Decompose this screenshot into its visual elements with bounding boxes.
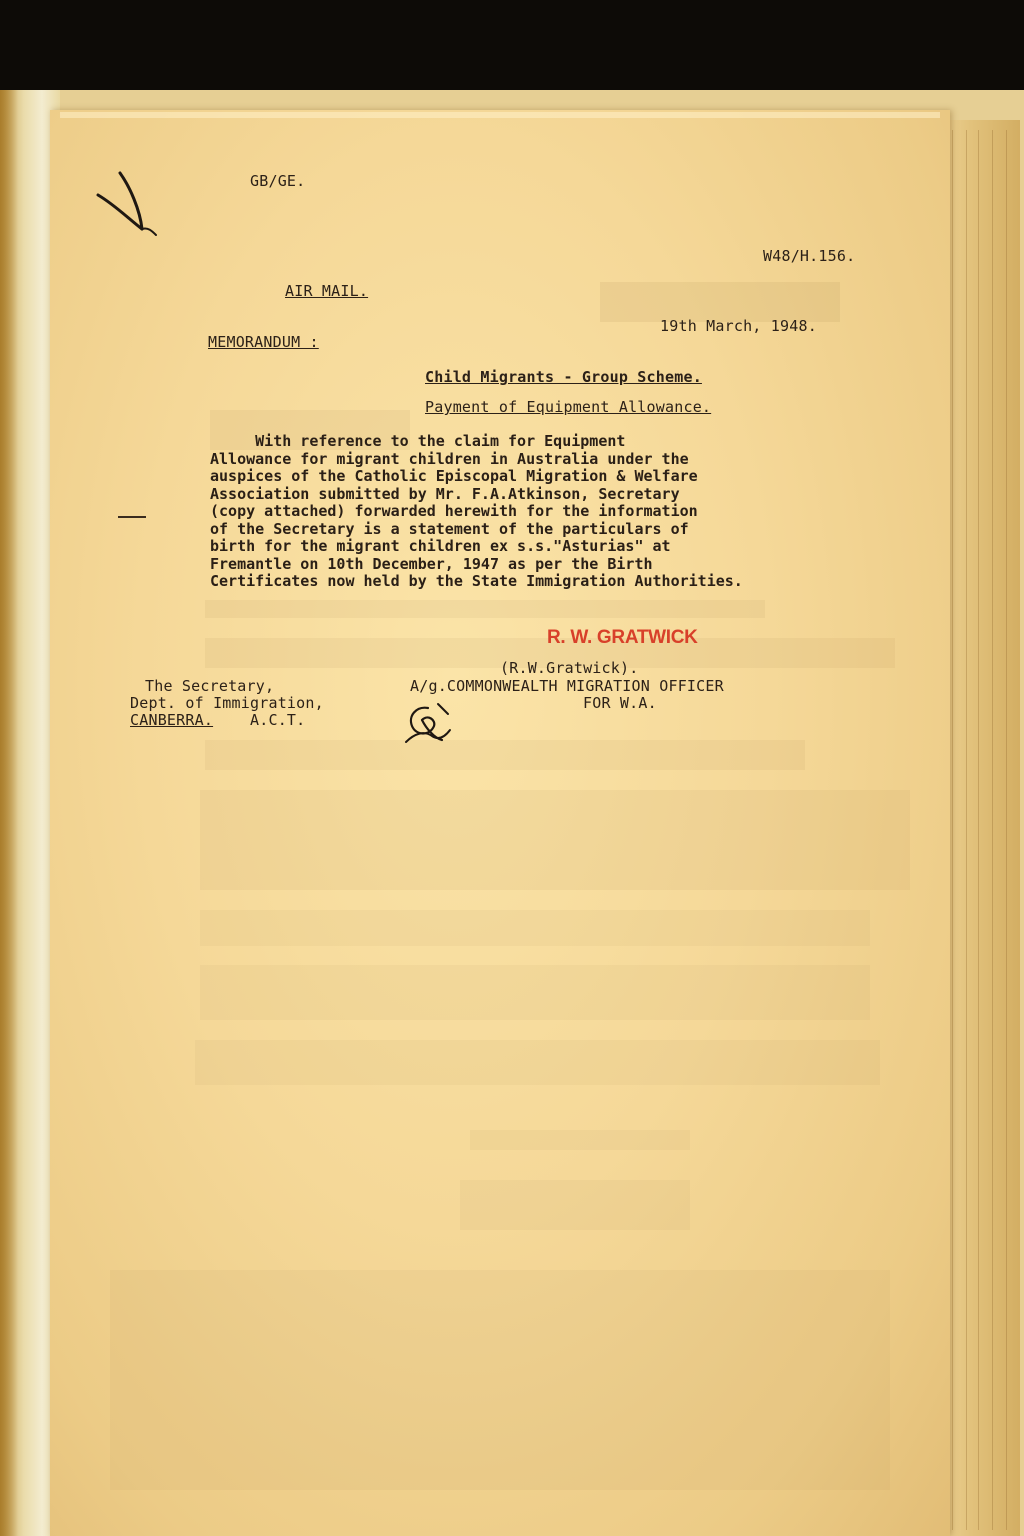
body-line: Association submitted by Mr. F.A.Atkinson, Secretary xyxy=(210,484,680,503)
file-reference-left: GB/GE. xyxy=(250,172,306,190)
sheet-top-edge xyxy=(60,112,940,118)
memo-heading: MEMORANDUM : xyxy=(208,333,319,351)
addressee-city: CANBERRA. xyxy=(130,711,214,729)
bleed-through-block xyxy=(205,600,765,618)
margin-dash-mark xyxy=(118,516,146,518)
signature-stamp: R. W. GRATWICK xyxy=(547,627,698,648)
subject-line-2: Payment of Equipment Allowance. xyxy=(425,398,712,416)
body-line: of the Secretary is a statement of the particulars of xyxy=(210,519,689,538)
addressee-line-2: Dept. of Immigration, xyxy=(130,694,324,712)
page-stack-line xyxy=(978,130,979,1530)
handwritten-initials xyxy=(398,700,458,752)
body-line: With reference to the claim for Equipment xyxy=(210,432,626,450)
bleed-through-block xyxy=(205,740,805,770)
addressee-line-1: The Secretary, xyxy=(145,677,275,695)
top-dark-background xyxy=(0,0,1024,90)
signatory-title: A/g.COMMONWEALTH MIGRATION OFFICER xyxy=(410,677,724,695)
body-line: Fremantle on 10th December, 1947 as per the Birth xyxy=(210,554,653,573)
bleed-through-block xyxy=(195,1040,880,1085)
bleed-through-block xyxy=(470,1130,690,1150)
page-stack-line xyxy=(992,130,993,1530)
bleed-through-block xyxy=(200,790,910,890)
body-line: Allowance for migrant children in Australia under the xyxy=(210,449,689,468)
body-line: birth for the migrant children ex s.s."Asturias" at xyxy=(210,537,671,555)
delivery-method: AIR MAIL. xyxy=(285,282,369,300)
page-stack-line xyxy=(952,130,953,1530)
file-reference-right: W48/H.156. xyxy=(763,247,856,265)
subject-line-1: Child Migrants - Group Scheme. xyxy=(425,368,702,386)
signatory-region: FOR W.A. xyxy=(583,694,657,712)
bleed-through-block xyxy=(600,282,840,322)
bleed-through-block xyxy=(200,910,870,946)
bleed-through-block xyxy=(110,1270,890,1490)
handwritten-tick-mark xyxy=(90,165,170,245)
body-line: auspices of the Catholic Episcopal Migration & Welfare xyxy=(210,467,698,485)
signatory-name: (R.W.Gratwick). xyxy=(500,659,639,677)
memo-body-paragraph xyxy=(210,433,850,591)
body-line: (copy attached) forwarded herewith for the information xyxy=(210,502,698,520)
page-shadow xyxy=(0,90,18,1536)
page-stack-line xyxy=(966,130,967,1530)
memo-date: 19th March, 1948. xyxy=(660,317,817,335)
addressee-territory: A.C.T. xyxy=(250,711,306,729)
body-line: Certificates now held by the State Immigration Authorities. xyxy=(210,572,743,590)
page-stack-line xyxy=(1006,130,1007,1530)
bleed-through-block xyxy=(200,965,870,1020)
bleed-through-block xyxy=(460,1180,690,1230)
